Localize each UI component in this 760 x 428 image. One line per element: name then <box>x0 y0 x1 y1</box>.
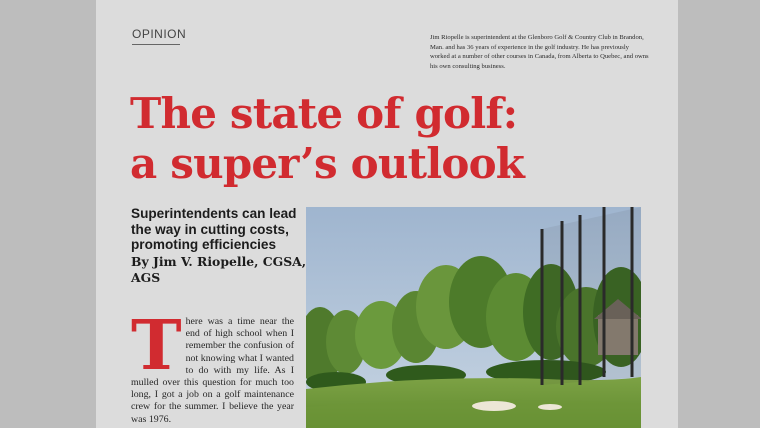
magazine-page <box>96 0 678 428</box>
article-body-text: here was a time near the end of high school when I remember the confusion of not knowing what I wanted to do with my life. As I mulled over this question for much too long, I got a job on a golf maintenance crew for the summer. I believe the year was 1976. <box>131 316 294 425</box>
byline: By Jim V. Riopelle, CGSA, AGS <box>131 254 307 285</box>
bunker <box>538 404 562 410</box>
author-bio: Jim Riopelle is superintendent at the Glenboro Golf & Country Club in Brandon, Man. and has 36 years of experience in the golf industry. He has previously worked at a number of other courses in Canada, from Alberta to Quebec, and owns his own consulting business. <box>430 34 649 70</box>
drop-cap: T <box>131 306 182 386</box>
golf-course-photo <box>306 207 641 428</box>
section-rule <box>132 44 180 45</box>
headline <box>130 89 670 189</box>
bunker <box>472 401 516 411</box>
section-label: OPINION <box>132 27 187 41</box>
deck-subheading: Superintendents can lead the way in cutting costs, promoting efficiencies <box>131 206 297 253</box>
headline-line-2: a super’s outlook <box>130 139 525 188</box>
article-body <box>131 306 294 426</box>
headline-line-1: The state of golf: <box>130 89 518 138</box>
